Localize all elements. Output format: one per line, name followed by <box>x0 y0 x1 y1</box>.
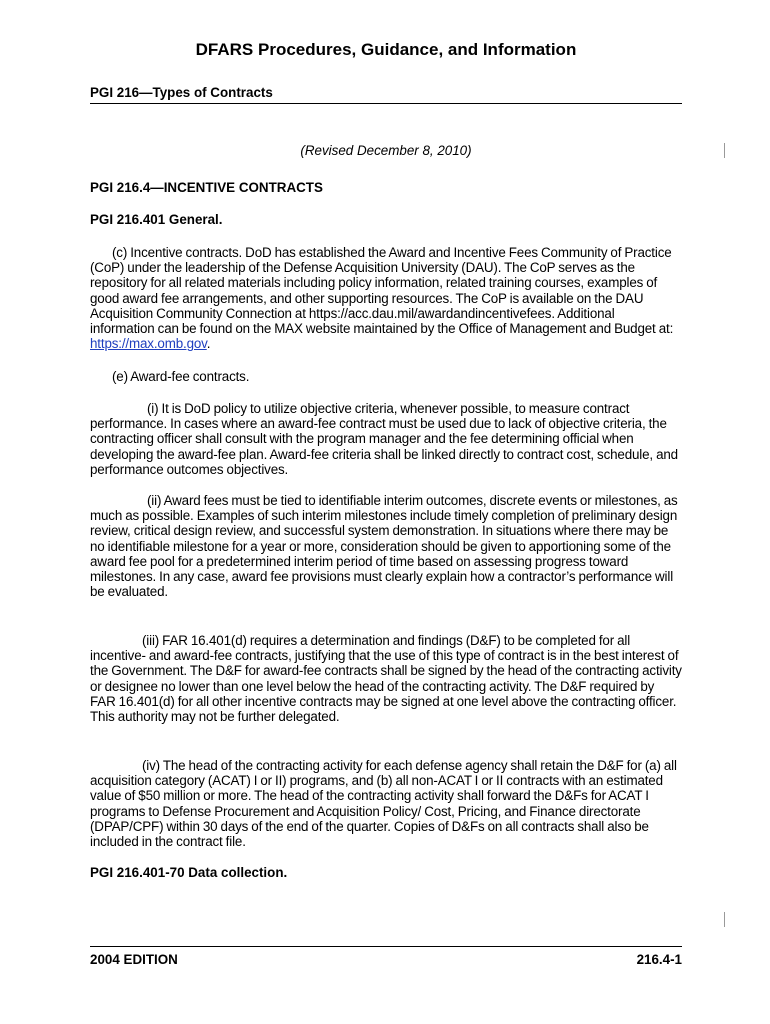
paragraph-c <box>90 245 682 351</box>
part-heading: PGI 216—Types of Contracts <box>90 85 273 100</box>
change-bar <box>724 912 725 927</box>
paragraph-c-end: . <box>206 336 211 352</box>
data-collection-heading: PGI 216.401-70 Data collection. <box>90 865 288 880</box>
paragraph-e-iv: (iv) The head of the contracting activity for each defense agency shall retain the D&F for (a) all acquisition category (ACAT) I or II) programs, and (b) all non-ACAT I or II contracts with an estimated value of $50 million or more. The head of the contracting activity shall forward the D&Fs for ACAT I programs to Defense Procurement and Acquisition Policy/ Cost, Pricing, and Finance directorate (DPAP/CPF) within 30 days of the end of the quarter. Copies of D&Fs on all contracts shall also be included in the contract file. <box>90 758 677 850</box>
footer-page-number: 216.4-1 <box>636 952 682 967</box>
paragraph-e-ii: (ii) Award fees must be tied to identifiable interim outcomes, discrete events or milestones, as much as possible. Examples of such interim milestones include timely completion of preliminary design review, critical design review, and successful system demonstration. In situations where there may be no identifiable milestone for a year or more, consideration should be given to apportioning some of the award fee pool for a predetermined interim period of time based on assessing progress toward milestones. In any case, award fee provisions must clearly explain how a contractor’s performance will be evaluated. <box>90 493 678 600</box>
header-divider <box>90 103 682 104</box>
change-bar <box>724 143 725 158</box>
general-heading: PGI 216.401 General. <box>90 212 223 227</box>
paragraph-c-text: (c) Incentive contracts. DoD has established the Award and Incentive Fees Community of Practice (CoP) under the leadership of the Defense Acquisition University (DAU). The CoP serves as the repository for all related materials including policy information, related training courses, examples of good award fee arrangements, and other supporting resources. The CoP is available on the DAU Acquisition Community Connection at https://acc.dau.mil/awardandincentivefees. Additional information can be found on the MAX website maintained by the Office of Management and Budget at: <box>90 245 674 337</box>
paragraph-e-iii: (iii) FAR 16.401(d) requires a determination and findings (D&F) to be completed for all incentive- and award-fee contracts, justifying that the use of this type of contract is in the best interest of the Government. The D&F for award-fee contracts shall be signed by the head of the contracting activity or designee no lower than one level below the head of the contracting activity. The D&F required by FAR 16.401(d) for all other incentive contracts may be signed at one level above the contracting officer. This authority may not be further delegated. <box>90 633 682 725</box>
footer-edition: 2004 EDITION <box>90 952 178 967</box>
footer-divider <box>90 946 682 947</box>
paragraph-e: (e) Award-fee contracts. <box>112 369 250 384</box>
document-title: DFARS Procedures, Guidance, and Information <box>195 40 577 59</box>
paragraph-e-i: (i) It is DoD policy to utilize objective criteria, whenever possible, to measure contract performance. In cases where an award-fee contract must be used due to lack of objective criteria, the contracting officer shall consult with the program manager and the fee determining official when developing the award-fee plan. Award-fee criteria shall be linked directly to contract cost, schedule, and performance outcomes objectives. <box>90 401 678 477</box>
max-omb-link[interactable]: https://max.omb.gov <box>90 336 207 352</box>
subpart-heading: PGI 216.4—INCENTIVE CONTRACTS <box>90 180 323 195</box>
document-page <box>90 0 682 1024</box>
revision-date: (Revised December 8, 2010) <box>300 143 472 158</box>
